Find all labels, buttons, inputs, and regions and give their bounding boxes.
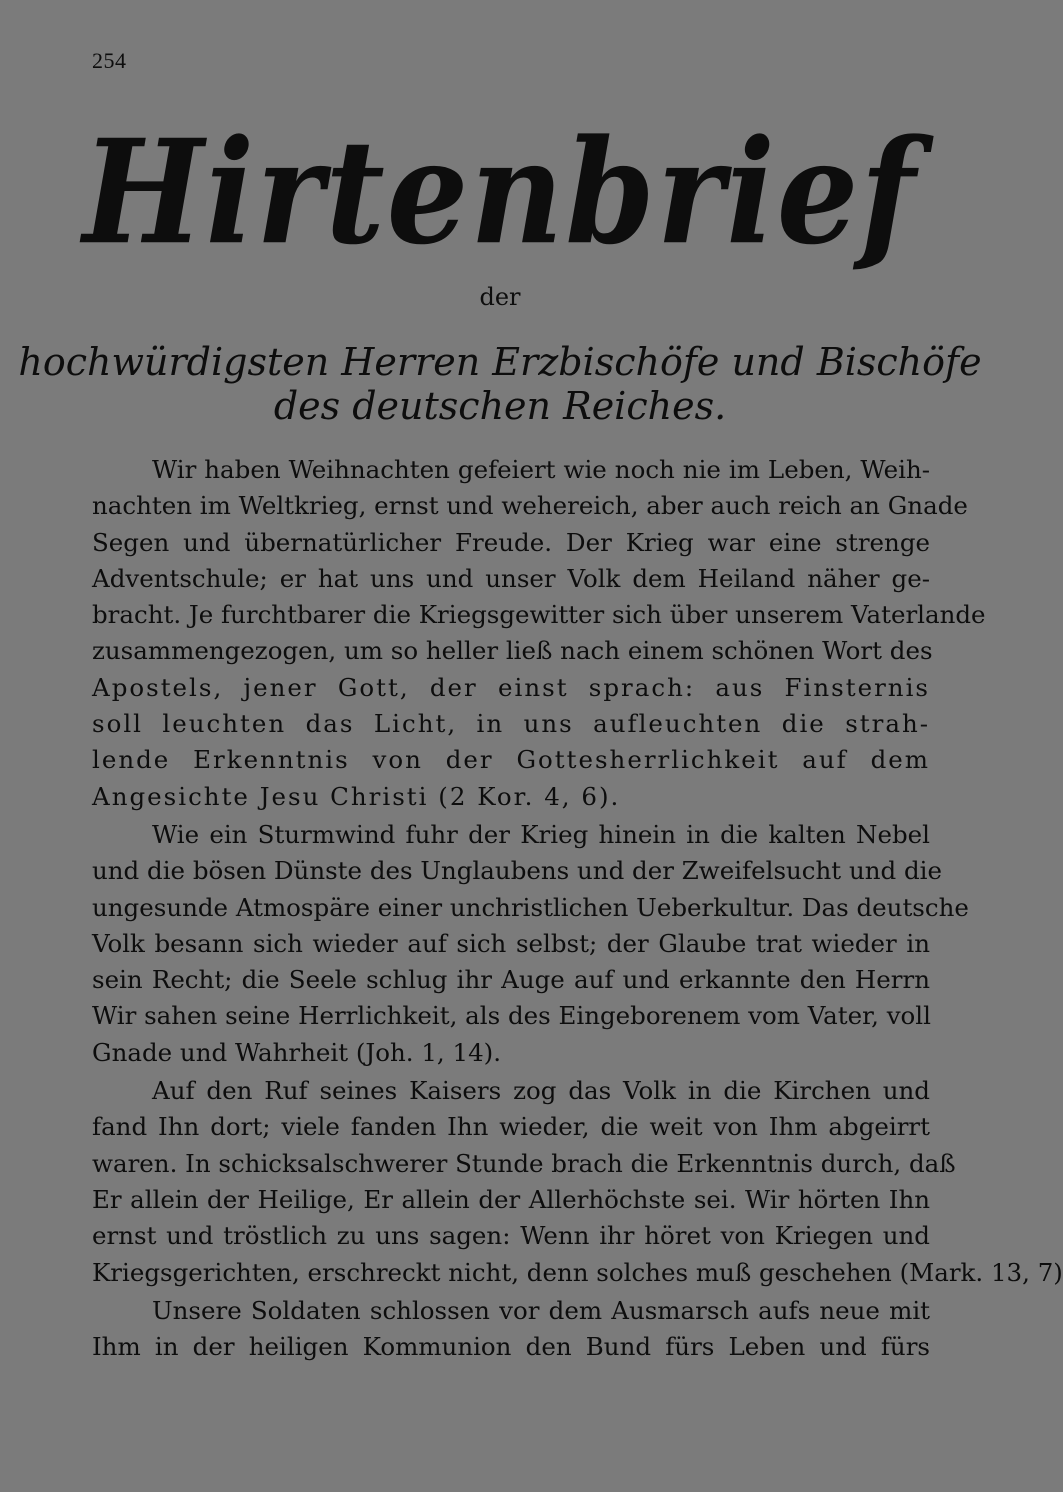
subtitle-line: hochwürdigsten Herren Erzbischöfe und Bischöfe: [18, 340, 982, 384]
paragraph-1-line: zusammengezogen, um so heller ließ nach einem schönen Wort des: [92, 636, 933, 666]
paragraph-2-line: sein Recht; die Seele schlug ihr Auge auf und erkannte den Herrn: [92, 965, 930, 995]
title-connector: der: [479, 283, 521, 311]
body-text: [92, 452, 1063, 1365]
paragraph-1-line: nachten im Weltkrieg, ernst und wehereich, aber auch reich an Gnade: [92, 491, 968, 521]
paragraph-4-line: Unsere Soldaten schlossen vor dem Ausmarsch aufs neue mit: [152, 1295, 930, 1325]
paragraph-1-line: bracht. Je furchtbarer die Kriegsgewitter sich über unserem Vaterlande: [92, 600, 986, 630]
paragraph-1-line: Segen und übernatürlicher Freude. Der Krieg war eine strenge: [92, 527, 930, 557]
paragraph-1-line: Adventschule; er hat uns und unser Volk dem Heiland näher ge-: [92, 563, 930, 593]
paragraph-1-line: Wir haben Weihnachten gefeiert wie noch nie im Leben, Weih-: [152, 455, 930, 484]
paragraph-2-line: Gnade und Wahrheit (Joh. 1, 14).: [92, 1037, 502, 1067]
paragraph-1-line: lende Erkenntnis von der Gottesherrlichkeit auf dem: [92, 745, 930, 775]
paragraph-1-line: Angesichte Jesu Christi (2 Kor. 4, 6).: [92, 781, 621, 811]
paragraph-2-line: Wir sahen seine Herrlichkeit, als des Eingeborenem vom Vater, voll: [92, 1001, 931, 1031]
paragraph-2-line: Volk besann sich wieder auf sich selbst; der Glaube trat wieder in: [92, 928, 930, 958]
subtitle: [0, 340, 1000, 428]
paragraph-1-line: Apostels, jener Gott, der einst sprach: aus Finsternis: [92, 672, 930, 702]
paragraph-3-line: ernst und tröstlich zu uns sagen: Wenn ihr höret von Kriegen und: [92, 1221, 930, 1251]
paragraph-1-line: soll leuchten das Licht, in uns aufleuchten die strah-: [92, 709, 930, 739]
paragraph-3-line: Auf den Ruf seines Kaisers zog das Volk in die Kirchen und: [152, 1076, 930, 1106]
paragraph-3-line: waren. In schicksalschwerer Stunde brach die Erkenntnis durch, daß: [92, 1148, 956, 1178]
paragraph-3-line: Kriegsgerichten, erschreckt nicht, denn solches muß geschehen (Mark. 13, 7): [92, 1257, 1063, 1287]
paragraph-3-line: fand Ihn dort; viele fanden Ihn wieder, die weit von Ihm abgeirrt: [92, 1112, 930, 1142]
paragraph-4-line: Ihm in der heiligen Kommunion den Bund fürs Leben und fürs: [92, 1332, 930, 1362]
page-number: 254: [92, 48, 127, 73]
subtitle-line: des deutschen Reiches.: [273, 384, 727, 428]
paragraph-2-line: ungesunde Atmospäre einer unchristlichen Ueberkultur. Das deutsche: [92, 892, 969, 922]
page-title: Hirtenbrief: [82, 109, 918, 277]
paragraph-2-line: Wie ein Sturmwind fuhr der Krieg hinein in die kalten Nebel: [152, 819, 930, 849]
paragraph-2-line: und die bösen Dünste des Unglaubens und der Zweifelsucht und die: [92, 856, 942, 886]
paragraph-3-line: Er allein der Heilige, Er allein der Allerhöchste sei. Wir hörten Ihn: [92, 1184, 930, 1214]
